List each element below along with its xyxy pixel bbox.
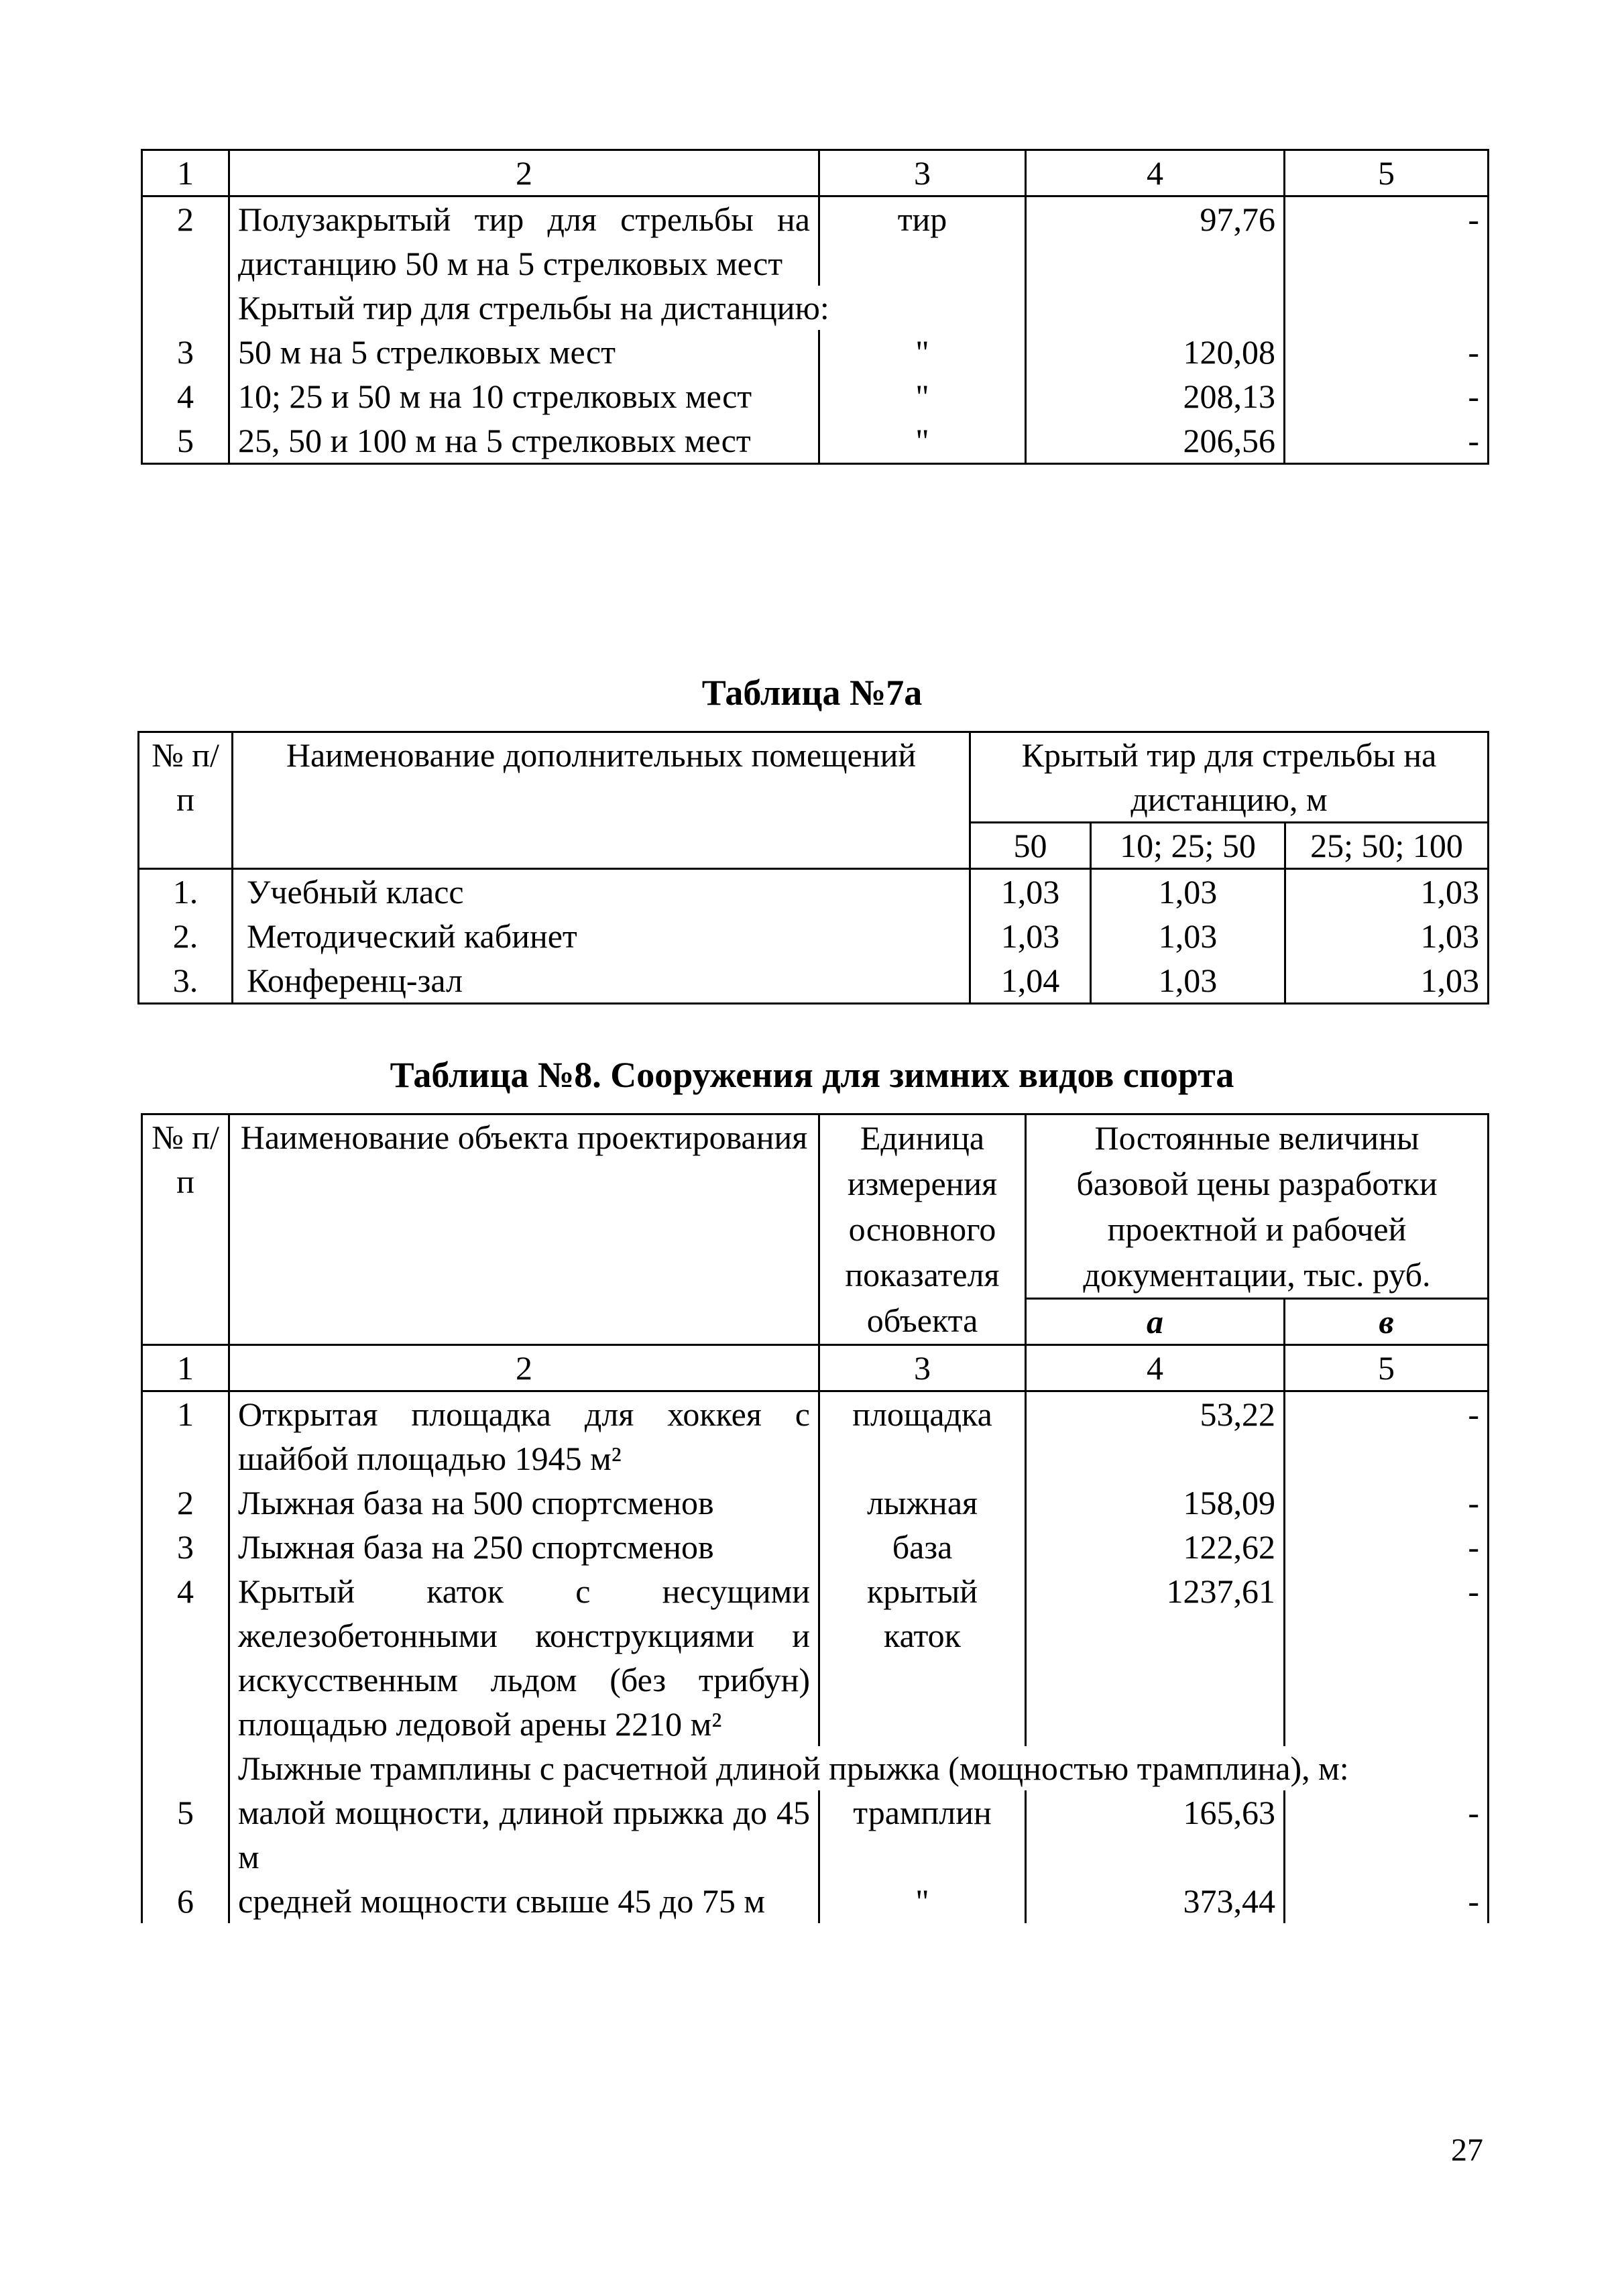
table-subheader-row [142,286,1489,330]
row-subheader: Лыжные трамплины с расчетной длиной прыжка (мощностью трамплина), м: [229,1746,1489,1790]
col-name-header: Наименование объекта проектирования [229,1114,819,1345]
row-value-a: 97,76 [1026,196,1285,286]
row-num: 5 [142,418,229,464]
table-header-row [142,1114,1489,1299]
row-name: средней мощности свыше 45 до 75 м [229,1879,819,1923]
col-name-header: Наименование дополнительных помещений [233,732,970,869]
row-num: 6 [142,1879,229,1923]
row-value-b: - [1285,1790,1489,1879]
table-header-row [142,1345,1489,1391]
row-name: Открытая площадка для хоккея с шайбой площадью 1945 м² [229,1391,819,1481]
row-num: 3 [142,1525,229,1569]
row-value-b: - [1285,1525,1489,1569]
table-row [142,1391,1489,1481]
row-value-a: 1237,61 [1026,1569,1285,1746]
row-num: 4 [142,1569,229,1746]
row-value-b: - [1285,374,1489,418]
row-name: Полузакрытый тир для стрельбы на дистанцию 50 м на 5 стрелковых мест [229,196,819,286]
table-row [139,914,1489,958]
col-num-header: № п/п [139,732,233,869]
row-unit: " [819,330,1026,374]
table-row [142,374,1489,418]
subcol-a: а [1026,1299,1285,1345]
row-value-b: - [1285,1879,1489,1923]
table-row [139,958,1489,1004]
row-value-b: - [1285,330,1489,374]
row-value-a: 120,08 [1026,330,1285,374]
row-num: 4 [142,374,229,418]
row-name: 10; 25 и 50 м на 10 стрелковых мест [229,374,819,418]
row-unit: " [819,374,1026,418]
row-num: 3 [142,330,229,374]
row-value-a: 206,56 [1026,418,1285,464]
subcol-b: в [1285,1299,1489,1345]
row-num: 1 [142,1391,229,1481]
row-name: Учебный класс [233,869,970,915]
table-subheader-row [142,1746,1489,1790]
table-row [139,869,1489,915]
col-4-header: 4 [1026,150,1285,196]
table-row [142,196,1489,286]
row-value: 1,03 [1091,869,1285,915]
row-num: 5 [142,1790,229,1879]
row-value-b: - [1285,1391,1489,1481]
col-group-header: Крытый тир для стрельбы на дистанцию, м [970,732,1489,823]
table-row [142,330,1489,374]
table-header-row [142,150,1489,196]
col-4-header: 4 [1026,1345,1285,1391]
row-name: 50 м на 5 стрелковых мест [229,330,819,374]
table-row [142,1879,1489,1923]
row-value: 1,03 [1285,958,1489,1004]
row-value: 1,03 [1091,914,1285,958]
row-name: малой мощности, длиной прыжка до 45 м [229,1790,819,1879]
row-name: Методический кабинет [233,914,970,958]
row-value: 1,03 [1285,869,1489,915]
col-num-header: № п/п [142,1114,229,1345]
row-value-a: 165,63 [1026,1790,1285,1879]
col-unit-header: Единица измерения основного показателя объекта [819,1114,1026,1345]
row-unit: " [819,1879,1026,1923]
row-name: Крытый каток с несущими железобетонными конструкциями и искусственным льдом (без трибун) площадью ледовой арены 2210 м² [229,1569,819,1746]
row-value: 1,03 [1091,958,1285,1004]
row-num: 1. [139,869,233,915]
row-unit: база [819,1525,1026,1569]
row-value-b: - [1285,1569,1489,1746]
row-unit: " [819,418,1026,464]
page-number: 27 [1451,2132,1483,2168]
table-row [142,1525,1489,1569]
col-2-header: 2 [229,1345,819,1391]
col-5-header: 5 [1285,150,1489,196]
row-value-a: 208,13 [1026,374,1285,418]
row-value-a: 122,62 [1026,1525,1285,1569]
row-name: 25, 50 и 100 м на 5 стрелковых мест [229,418,819,464]
table-row [142,1569,1489,1746]
col-1-header: 1 [142,150,229,196]
row-value: 1,03 [970,869,1091,915]
row-num: 3. [139,958,233,1004]
table-row [142,1481,1489,1525]
col-2-header: 2 [229,150,819,196]
row-num: 2. [139,914,233,958]
col-group-header: Постоянные величины базовой цены разработки проектной и рабочей документации, тыс. руб. [1026,1114,1489,1299]
table-row [142,1790,1489,1879]
row-num: 2 [142,1481,229,1525]
row-value-b: - [1285,418,1489,464]
row-value-a: 158,09 [1026,1481,1285,1525]
row-name: Лыжная база на 250 спортсменов [229,1525,819,1569]
table-header-row [139,732,1489,823]
row-subheader: Крытый тир для стрельбы на дистанцию: [229,286,1026,330]
row-unit: крытый каток [819,1569,1026,1746]
col-1-header: 1 [142,1345,229,1391]
table-8-title: Таблица №8. Сооружения для зимних видов спорта [390,1055,1234,1095]
subcol-10-25-50: 10; 25; 50 [1091,823,1285,869]
row-value: 1,03 [1285,914,1489,958]
row-value-b: - [1285,196,1489,286]
col-3-header: 3 [819,150,1026,196]
subcol-50: 50 [970,823,1091,869]
row-value: 1,03 [970,914,1091,958]
col-3-header: 3 [819,1345,1026,1391]
row-name: Конференц-зал [233,958,970,1004]
row-num: 2 [142,196,229,286]
row-value-a: 373,44 [1026,1879,1285,1923]
table-7a-title: Таблица №7а [701,673,923,713]
table-7a [137,731,1489,1005]
row-value: 1,04 [970,958,1091,1004]
table-row [142,418,1489,464]
row-unit: трамплин [819,1790,1026,1879]
table-7-continuation [141,149,1489,465]
row-name: Лыжная база на 500 спортсменов [229,1481,819,1525]
row-value-b: - [1285,1481,1489,1525]
row-value-a: 53,22 [1026,1391,1285,1481]
row-unit: лыжная [819,1481,1026,1525]
table-8 [141,1113,1489,1923]
row-unit: тир [819,196,1026,286]
subcol-25-50-100: 25; 50; 100 [1285,823,1489,869]
col-5-header: 5 [1285,1345,1489,1391]
row-unit: площадка [819,1391,1026,1481]
